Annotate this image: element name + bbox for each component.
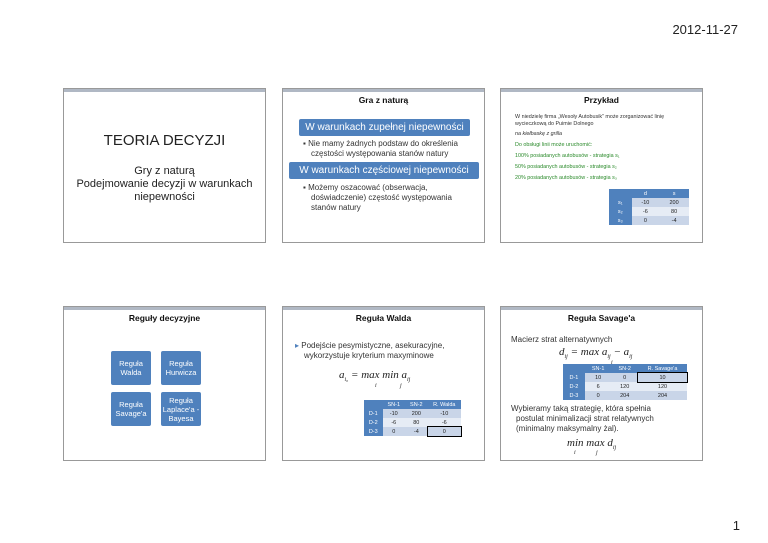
example-intro: W niedzielę firma „Wesoły Autobusik” może zorganizować linię wycieczkową do Puimie Dolnego xyxy=(515,114,665,127)
savage-formula2-index-j: j xyxy=(596,450,598,456)
slide-header-strip xyxy=(64,307,265,310)
walda-table: SN-1 SN-2 R. Walda D-1 -10 200 -10 D-2 -6 80 -6 D-3 0 -4 0 xyxy=(364,400,461,436)
slide-header-strip xyxy=(501,89,702,92)
strategy-s1: 100% posiadanych autobusów - strategia s₁ xyxy=(515,153,620,159)
box-hurwicza: Reguła Hurwicza xyxy=(161,351,201,385)
savage-description: Wybieramy taką strategię, która spełnia postulat minimalizacji strat relatywnych (minimalny maksymalny żal). xyxy=(511,404,654,433)
slide-title: Przykład xyxy=(584,95,619,105)
page-date: 2012-11-27 xyxy=(672,22,738,37)
slide-header-strip xyxy=(283,307,484,310)
savage-intro: Macierz strat alternatywnych xyxy=(511,335,613,344)
slide-przyklad xyxy=(500,88,703,243)
slide-reguly-decyzyjne xyxy=(63,306,266,461)
box-walda: Reguła Walda xyxy=(111,351,151,385)
savage-minmax-formula: $\min \max d_{ij}$ xyxy=(567,437,617,452)
savage-regret-formula: $d_{ij} = \max a_{ij} - a_{ij}$ xyxy=(559,346,633,361)
example-line-4: Do obsługi linii może uruchomić: xyxy=(515,142,593,148)
bullet-partial-uncertainty: ▪ Możemy oszacować (obserwacja, doświadczenie) częstość występowania stanów natury xyxy=(303,183,452,212)
deck-title: TEORIA DECYZJI xyxy=(103,132,226,149)
box-savage: Reguła Savage'a xyxy=(111,392,151,426)
box-laplace: Reguła Laplace'a - Bayesa xyxy=(161,392,201,426)
walda-selected-cell: 0 xyxy=(428,427,461,436)
strategy-s3: 20% posiadanych autobusów - strategia s₃ xyxy=(515,175,617,181)
walda-formula-index-i: i xyxy=(375,383,377,389)
walda-description: ▸ Podejście pesymistyczne, asekuracyjne, wykorzystuje kryterium maxyminowe xyxy=(295,341,445,360)
slide-title: Reguły decyzyjne xyxy=(128,313,201,323)
slide-title: Reguła Savage'a xyxy=(567,313,636,323)
slide-header-strip xyxy=(64,89,265,92)
savage-table: SN-1 SN-2 R. Savage'a D-1 10 0 10 D-2 6 120 120 D-3 0 204 204 xyxy=(563,364,687,400)
payoff-table: d s s₁ -10 200 s₂ -6 80 s₃ 0 -4 xyxy=(609,189,689,225)
slide-regula-savage xyxy=(500,306,703,461)
heading-full-uncertainty: W warunkach zupełnej niepewności xyxy=(299,119,470,136)
bullet-full-uncertainty: ▪ Nie mamy żadnych podstaw do określenia częstości występowania stanów natury xyxy=(303,139,458,158)
savage-formula-index-i: i xyxy=(611,360,613,366)
slide-title xyxy=(63,88,266,243)
walda-formula-index-j: j xyxy=(400,383,402,389)
slide-regula-walda xyxy=(282,306,485,461)
page-number: 1 xyxy=(732,518,740,533)
slide-header-strip xyxy=(283,89,484,92)
example-line-3: na kiełbaskę z grilla xyxy=(515,131,563,137)
savage-selected-cell: 10 xyxy=(638,373,687,382)
strategy-s2: 50% posiadanych autobusów - strategia s₂ xyxy=(515,164,617,170)
heading-partial-uncertainty: W warunkach częściowej niepewności xyxy=(289,162,479,179)
deck-subtitle: Gry z naturą Podejmowanie decyzji w warunkach niepewności xyxy=(76,165,253,203)
walda-formula: $a_{i_0} = \max \min a_{ij}$ xyxy=(339,369,411,384)
savage-formula2-index-i: i xyxy=(574,450,576,456)
slide-header-strip xyxy=(501,307,702,310)
slide-title: Gra z naturą xyxy=(358,95,409,105)
slide-gra-z-natura xyxy=(282,88,485,243)
slide-title: Reguła Walda xyxy=(355,313,412,323)
